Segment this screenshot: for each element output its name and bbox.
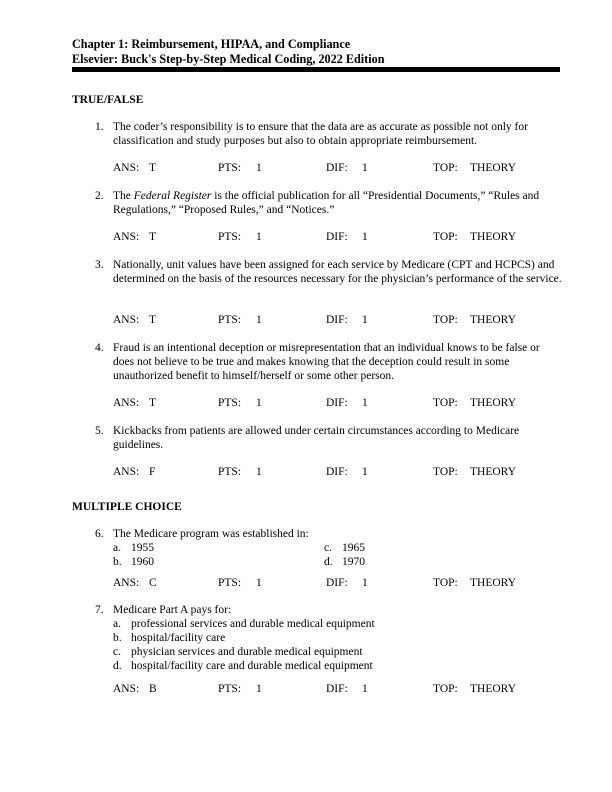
dif-value: 1 bbox=[362, 162, 368, 174]
top-value: THEORY bbox=[470, 162, 516, 174]
pts-value: 1 bbox=[256, 162, 262, 174]
ans-label: ANS: bbox=[113, 683, 140, 695]
question-number: 2. bbox=[95, 190, 104, 202]
top-value: THEORY bbox=[470, 466, 516, 478]
question-number: 1. bbox=[95, 121, 104, 133]
top-value: THEORY bbox=[470, 231, 516, 243]
pts-value: 1 bbox=[256, 466, 262, 478]
dif-value: 1 bbox=[362, 577, 368, 589]
pts-value: 1 bbox=[256, 231, 262, 243]
question-text: Nationally, unit values have been assigned for each service by Medicare (CPT and HCPCS) and determined on the basis of the resources necessary for the physician’s performance of the service. bbox=[113, 259, 562, 285]
dif-label: DIF: bbox=[326, 683, 348, 695]
top-value: THEORY bbox=[470, 397, 516, 409]
ans-value: B bbox=[149, 683, 157, 695]
dif-label: DIF: bbox=[326, 577, 348, 589]
top-value: THEORY bbox=[470, 314, 516, 326]
answer-row-4 bbox=[113, 397, 553, 411]
question-text: Medicare Part A pays for: bbox=[113, 604, 232, 616]
ans-value: T bbox=[149, 162, 157, 174]
ans-value: T bbox=[149, 231, 157, 243]
pts-label: PTS: bbox=[218, 577, 242, 589]
question-number: 3. bbox=[95, 259, 104, 271]
dif-label: DIF: bbox=[326, 162, 348, 174]
question-7 bbox=[95, 604, 563, 618]
pts-label: PTS: bbox=[218, 466, 242, 478]
question-text: The Medicare program was established in: bbox=[113, 528, 309, 540]
choices-7 bbox=[113, 618, 553, 674]
pts-value: 1 bbox=[256, 397, 262, 409]
dif-value: 1 bbox=[362, 231, 368, 243]
italic-publication-title: Federal Register bbox=[133, 190, 212, 202]
question-5 bbox=[95, 425, 563, 453]
pts-value: 1 bbox=[256, 577, 262, 589]
ans-label: ANS: bbox=[113, 314, 140, 326]
ans-value: T bbox=[149, 314, 157, 326]
top-label: TOP: bbox=[433, 314, 458, 326]
ans-label: ANS: bbox=[113, 162, 140, 174]
answer-row-7 bbox=[113, 683, 553, 697]
question-1 bbox=[95, 121, 563, 149]
choice-d[interactable]: d. 1970 bbox=[324, 555, 365, 568]
choice-a[interactable]: a. 1955 bbox=[113, 542, 154, 554]
ans-label: ANS: bbox=[113, 231, 140, 243]
question-number: 4. bbox=[95, 342, 104, 354]
answer-row-1 bbox=[113, 162, 553, 176]
question-2 bbox=[95, 190, 563, 218]
top-value: THEORY bbox=[470, 577, 516, 589]
question-4 bbox=[95, 342, 563, 384]
pts-label: PTS: bbox=[218, 231, 242, 243]
choice-a[interactable]: a. professional services and durable medical equipment bbox=[113, 618, 375, 630]
header-chapter-title: Chapter 1: Reimbursement, HIPAA, and Compliance bbox=[72, 37, 351, 51]
answer-row-5 bbox=[113, 466, 553, 480]
top-label: TOP: bbox=[433, 231, 458, 243]
dif-value: 1 bbox=[362, 314, 368, 326]
answer-row-2 bbox=[113, 231, 553, 245]
question-6 bbox=[95, 528, 563, 542]
question-number: 7. bbox=[95, 604, 104, 616]
header-rule bbox=[72, 67, 560, 72]
question-text: Fraud is an intentional deception or misrepresentation that an individual knows to be false or does not believe to be true and makes knowing that the deception could result in some unauthorized benefit to himself/herself or some other person. bbox=[113, 342, 540, 382]
pts-label: PTS: bbox=[218, 683, 242, 695]
dif-value: 1 bbox=[362, 466, 368, 478]
top-label: TOP: bbox=[433, 683, 458, 695]
choices-6 bbox=[113, 542, 553, 570]
ans-value: F bbox=[149, 466, 156, 478]
ans-label: ANS: bbox=[113, 577, 140, 589]
dif-label: DIF: bbox=[326, 231, 348, 243]
choice-c[interactable]: c. physician services and durable medical equipment bbox=[113, 645, 363, 658]
question-number: 6. bbox=[95, 528, 104, 540]
top-label: TOP: bbox=[433, 577, 458, 589]
page-header bbox=[72, 37, 560, 66]
header-book-title: Elsevier: Buck's Step-by-Step Medical Coding, 2022 Edition bbox=[72, 51, 385, 66]
top-value: THEORY bbox=[470, 683, 516, 695]
pts-value: 1 bbox=[256, 683, 262, 695]
pts-label: PTS: bbox=[218, 397, 242, 409]
ans-label: ANS: bbox=[113, 397, 140, 409]
pts-value: 1 bbox=[256, 314, 262, 326]
question-text: The coder’s responsibility is to ensure that the data are as accurate as possible not only for classification and study purposes but also to obtain appropriate reimbursement. bbox=[113, 121, 528, 147]
section-title-multiple-choice: MULTIPLE CHOICE bbox=[72, 501, 182, 513]
ans-value: C bbox=[149, 577, 157, 589]
top-label: TOP: bbox=[433, 162, 458, 174]
ans-value: T bbox=[149, 397, 157, 409]
top-label: TOP: bbox=[433, 466, 458, 478]
dif-label: DIF: bbox=[326, 466, 348, 478]
dif-label: DIF: bbox=[326, 397, 348, 409]
question-number: 5. bbox=[95, 425, 104, 437]
choice-b[interactable]: b. hospital/facility care bbox=[113, 631, 226, 644]
choice-c[interactable]: c. 1965 bbox=[324, 542, 365, 554]
choice-d[interactable]: d. hospital/facility care and durable medical equipment bbox=[113, 659, 373, 672]
dif-label: DIF: bbox=[326, 314, 348, 326]
question-3 bbox=[95, 259, 563, 287]
choice-b[interactable]: b. 1960 bbox=[113, 555, 154, 568]
answer-row-3 bbox=[113, 314, 553, 328]
answer-row-6 bbox=[113, 577, 553, 591]
question-text: The Federal Register is the official publication for all “Presidential Documents,” “Rules and Regulations,” “Proposed Rules,” and “Notices.” bbox=[113, 190, 540, 216]
pts-label: PTS: bbox=[218, 314, 242, 326]
pts-label: PTS: bbox=[218, 162, 242, 174]
dif-value: 1 bbox=[362, 683, 368, 695]
question-text: Kickbacks from patients are allowed under certain circumstances according to Medicare guidelines. bbox=[113, 425, 520, 451]
ans-label: ANS: bbox=[113, 466, 140, 478]
dif-value: 1 bbox=[362, 397, 368, 409]
section-title-true-false: TRUE/FALSE bbox=[72, 94, 144, 106]
top-label: TOP: bbox=[433, 397, 458, 409]
